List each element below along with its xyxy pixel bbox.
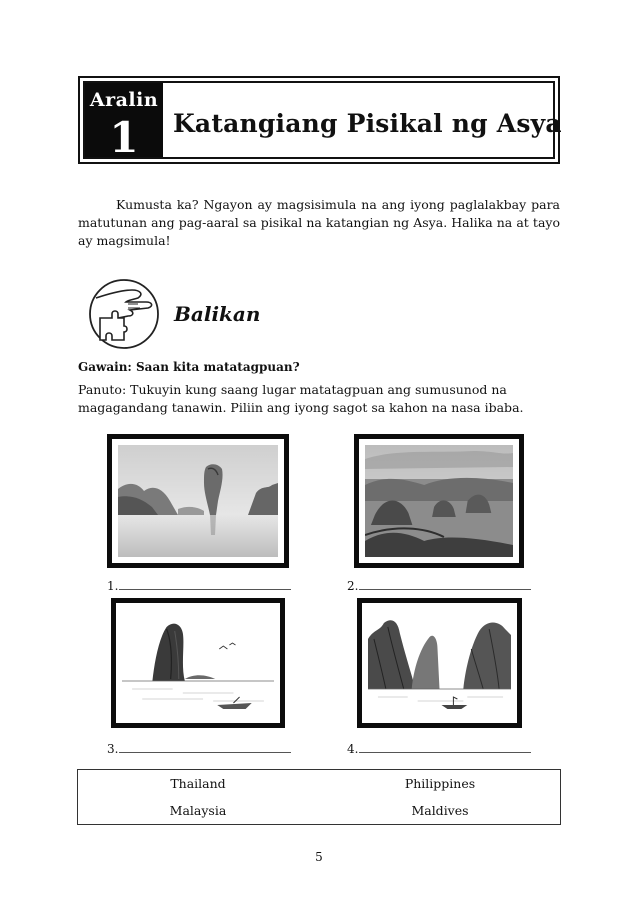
answer-line-4[interactable] <box>347 740 531 756</box>
section-title: Balikan <box>174 302 261 326</box>
answer-line-3[interactable] <box>107 740 291 756</box>
choice-item: Maldives <box>411 803 469 818</box>
answer-line-1[interactable] <box>107 577 291 593</box>
landscape-photo-4 <box>357 598 522 728</box>
landscape-photo-2 <box>354 434 524 568</box>
item-number: 2. <box>347 579 359 593</box>
answer-line-2[interactable] <box>347 577 531 593</box>
puzzle-hand-icon <box>88 278 160 350</box>
page-number: 5 <box>315 850 323 864</box>
choice-item: Philippines <box>404 776 476 791</box>
choices-box <box>77 769 561 825</box>
lesson-header <box>78 76 560 164</box>
landscape-photo-1 <box>107 434 289 568</box>
choice-item: Thailand <box>170 776 226 791</box>
lesson-label-block <box>85 83 163 162</box>
item-number: 4. <box>347 742 359 756</box>
answer-blank[interactable] <box>119 740 291 753</box>
item-number: 3. <box>107 742 119 756</box>
activity-instructions: Panuto: Tukuyin kung saang lugar matatagpuan ang sumusunod na magagandang tanawin. Piliin ang iyong sagot sa kahon na nasa ibaba. <box>78 382 524 415</box>
choice-item: Malaysia <box>169 803 227 818</box>
lesson-title: Katangiang Pisikal ng Asya <box>173 109 562 138</box>
answer-blank[interactable] <box>359 577 531 590</box>
lesson-header-frame <box>83 81 562 162</box>
lesson-word: Aralin <box>89 89 159 111</box>
answer-blank[interactable] <box>359 740 531 753</box>
lesson-number: 1 <box>109 113 139 162</box>
activity-title: Gawain: Saan kita matatagpuan? <box>78 360 300 374</box>
intro-paragraph: Kumusta ka? Ngayon ay magsisimula na ang iyong paglalakbay para matutunan ang pag-aaral sa pisikal na katangian ng Asya. Halika na at tayo ay magsimula! <box>78 197 560 248</box>
answer-blank[interactable] <box>119 577 291 590</box>
item-number: 1. <box>107 579 119 593</box>
landscape-photo-3 <box>111 598 285 728</box>
